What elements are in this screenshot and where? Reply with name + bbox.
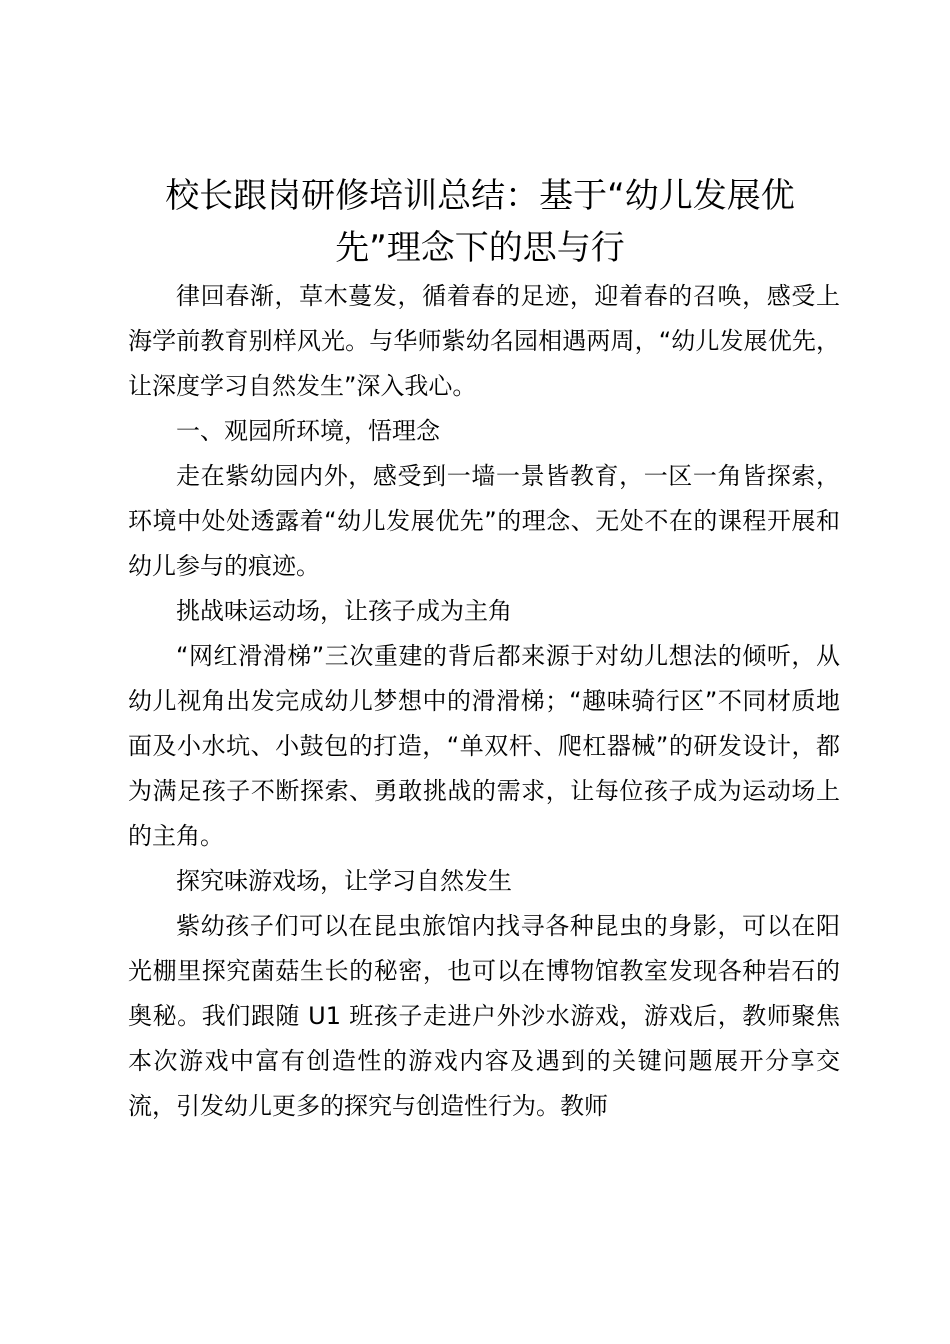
paragraph-sports-field: “网红滑滑梯”三次重建的背后都来源于对幼儿想法的倾听，从幼儿视角出发完成幼儿梦想中的滑滑梯；“趣味骑行区”不同材质地面及小水坑、小鼓包的打造，“单双杆、爬杠器械”的研发设计，都为满足孩子不断探索、勇敢挑战的需求，让每位孩子成为运动场上的主角。 (128, 642, 840, 850)
document-body (128, 274, 840, 1129)
subheading-sports-field: 挑战味运动场，让孩子成为主角 (176, 597, 512, 625)
paragraph-environment: 走在紫幼园内外，感受到一墙一景皆教育，一区一角皆探索，环境中处处透露着“幼儿发展优先”的理念、无处不在的课程开展和幼儿参与的痕迹。 (128, 462, 840, 580)
section-heading-environment: 一、观园所环境，悟理念 (176, 417, 440, 445)
document-title: 校长跟岗研修培训总结：基于“幼儿发展优先”理念下的思与行 (165, 176, 795, 268)
paragraph-intro: 律回春渐，草木蔓发，循着春的足迹，迎着春的召唤，感受上海学前教育别样风光。与华师紫幼名园相遇两周，“幼儿发展优先，让深度学习自然发生”深入我心。 (128, 282, 840, 400)
subheading-play-field: 探究味游戏场，让学习自然发生 (176, 867, 512, 895)
paragraph-play-field: 紫幼孩子们可以在昆虫旅馆内找寻各种昆虫的身影，可以在阳光棚里探究菌菇生长的秘密，也可以在博物馆教室发现各种岩石的奥秘。我们跟随 U1 班孩子走进户外沙水游戏，游戏后，教师聚焦本次游戏中富有创造性的游戏内容及遇到的关键问题展开分享交流，引发幼儿更多的探究与创造性行为。教师 (128, 912, 840, 1120)
